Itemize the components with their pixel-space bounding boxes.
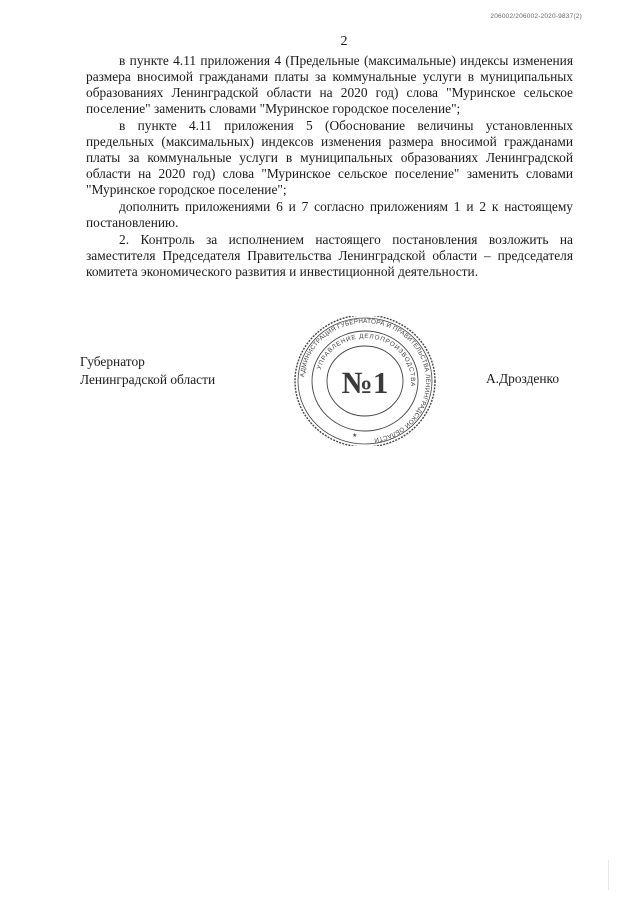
paragraph-item-4-11-appendix-5: в пункте 4.11 приложения 5 (Обоснование величины установленных предельных (максимальных) индексов изменения размера вносимой гражданами платы за коммунальные услуги в муниципальных образованиях Ленинградской области на 2020 год) слова "Муринское сельское поселение" заменить словами "Муринское городское поселение"; <box>86 118 573 197</box>
signatory-title <box>80 353 215 389</box>
paragraph-add-appendices: дополнить приложениями 6 и 7 согласно приложениям 1 и 2 к настоящему постановлению. <box>86 199 573 230</box>
seal-number: №1 <box>341 365 389 400</box>
scan-edge-mark <box>608 860 609 890</box>
signatory-title-line1: Губернатор <box>80 354 145 369</box>
seal-inner-ring-text: УПРАВЛЕНИЕ ДЕЛОПРОИЗВОДСТВА <box>315 332 417 388</box>
seal-outer-ring-text: АДМИНИСТРАЦИЯ ГУБЕРНАТОРА И ПРАВИТЕЛЬСТВА ЛЕНИНГРАДСКОЙ ОБЛАСТИ <box>299 317 432 444</box>
seal-star-icon: ★ <box>352 432 358 439</box>
document-code: 206002/206002-2020-9837(2) <box>490 13 582 20</box>
paragraph-item-4-11-appendix-4: в пункте 4.11 приложения 4 (Предельные (максимальные) индексы изменения размера вносимой гражданами платы за коммунальные услуги в муниципальных образованиях Ленинградской области на 2020 год) слова "Муринское сельское поселение" заменить словами "Муринское городское поселение"; <box>86 53 573 116</box>
paragraph-control-clause: 2. Контроль за исполнением настоящего постановления возложить на заместителя Председателя Правительства Ленинградской области – председателя комитета экономического развития и инвестиционной деятельности. <box>86 232 573 279</box>
signatory-name: А.Дрозденко <box>486 371 560 386</box>
document-body <box>86 53 573 280</box>
seal-graphic <box>290 316 440 446</box>
official-seal-stamp <box>290 316 440 446</box>
signatory-title-line2: Ленинградской области <box>80 372 216 387</box>
page-number: 2 <box>340 34 348 49</box>
